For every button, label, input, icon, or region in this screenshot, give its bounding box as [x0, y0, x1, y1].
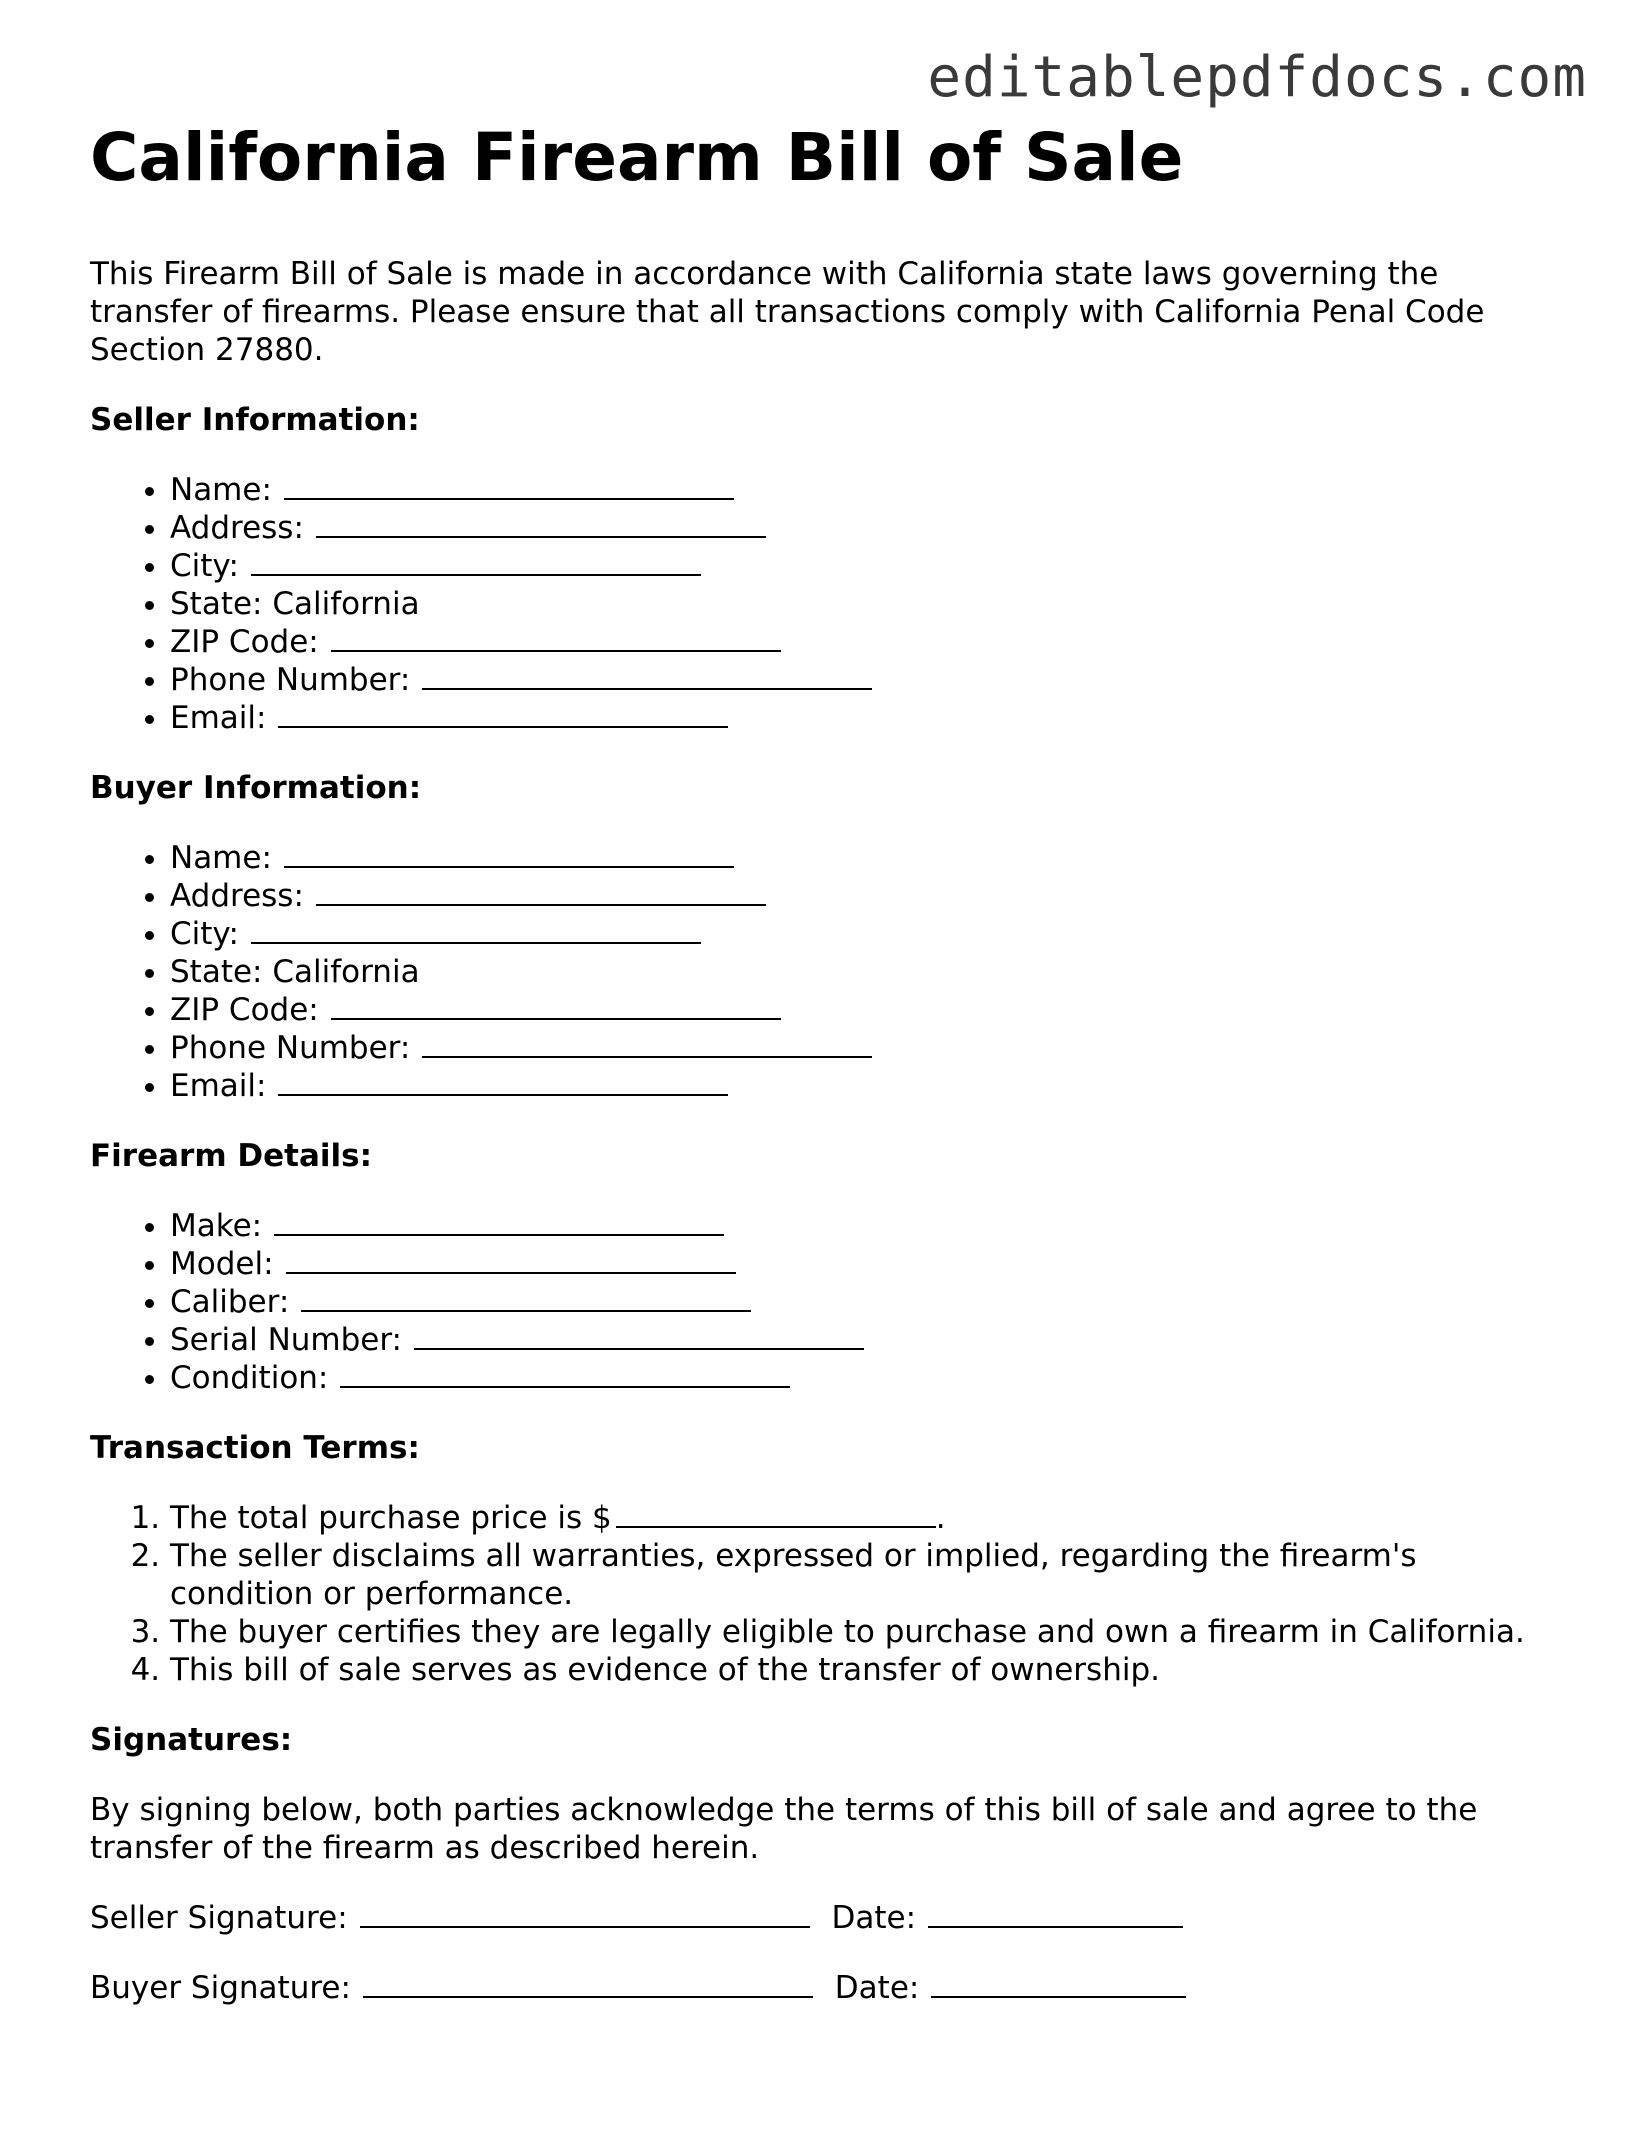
seller-city-item	[170, 547, 1560, 585]
price-suffix: .	[935, 1500, 946, 1537]
buyer-signature-line	[90, 1969, 1560, 2007]
buyer-address-field[interactable]	[316, 878, 766, 906]
firearm-condition-item	[170, 1359, 1560, 1397]
buyer-city-item	[170, 915, 1560, 953]
buyer-name-item	[170, 839, 1560, 877]
signatures-heading: Signatures:	[90, 1722, 293, 1759]
seller-state-item	[170, 585, 1560, 623]
buyer-signature-field[interactable]	[363, 1970, 813, 1998]
price-field[interactable]	[616, 1500, 936, 1528]
buyer-phone-item	[170, 1029, 1560, 1067]
seller-phone-item	[170, 661, 1560, 699]
price-prefix: The total purchase price is $	[170, 1500, 612, 1537]
buyer-state-text: State: California	[170, 954, 420, 991]
firearm-serial-label: Serial Number:	[170, 1322, 403, 1359]
buyer-zip-field[interactable]	[331, 992, 781, 1020]
seller-address-item	[170, 509, 1560, 547]
buyer-state-item	[170, 953, 1560, 991]
buyer-address-label: Address:	[170, 878, 304, 915]
document-page	[90, 118, 1560, 2007]
firearm-serial-item	[170, 1321, 1560, 1359]
buyer-date-label: Date:	[834, 1970, 920, 2007]
seller-address-field[interactable]	[316, 510, 766, 538]
buyer-heading: Buyer Information:	[90, 770, 422, 807]
terms-item-warranty: 2. The seller disclaims all warranties, expressed or implied, regarding the firearm's condition or performance.	[170, 1537, 1560, 1613]
firearm-model-item	[170, 1245, 1560, 1283]
seller-name-item	[170, 471, 1560, 509]
buyer-zip-item	[170, 991, 1560, 1029]
buyer-name-field[interactable]	[284, 840, 734, 868]
firearm-condition-field[interactable]	[340, 1360, 790, 1388]
acknowledgement-paragraph: By signing below, both parties acknowledge the terms of this bill of sale and agree to the transfer of the firearm as described herein.	[90, 1792, 1478, 1867]
seller-signature-line	[90, 1899, 1560, 1937]
seller-date-label: Date:	[831, 1900, 917, 1937]
buyer-info-list	[90, 839, 1560, 1105]
buyer-email-field[interactable]	[278, 1068, 728, 1096]
seller-email-label: Email:	[170, 700, 267, 737]
buyer-signature-label: Buyer Signature:	[90, 1970, 351, 2007]
terms-list	[90, 1499, 1560, 1689]
seller-signature-label: Seller Signature:	[90, 1900, 348, 1937]
watermark: editablepdfdocs.com	[927, 45, 1587, 110]
seller-phone-label: Phone Number:	[170, 662, 411, 699]
terms-heading: Transaction Terms:	[90, 1430, 420, 1467]
firearm-heading: Firearm Details:	[90, 1138, 373, 1175]
firearm-caliber-label: Caliber:	[170, 1284, 290, 1321]
seller-zip-item	[170, 623, 1560, 661]
seller-name-label: Name:	[170, 472, 272, 509]
seller-date-field[interactable]	[928, 1900, 1183, 1928]
firearm-condition-label: Condition:	[170, 1360, 329, 1397]
firearm-model-field[interactable]	[286, 1246, 736, 1274]
intro-paragraph: This Firearm Bill of Sale is made in accordance with California state laws governing the transfer of firearms. Please ensure that all transactions comply with California Penal Code Section 27880.	[90, 256, 1485, 369]
terms-item-eligibility: 3. The buyer certifies they are legally eligible to purchase and own a firearm in California.	[170, 1613, 1560, 1651]
firearm-make-item	[170, 1207, 1560, 1245]
seller-zip-field[interactable]	[331, 624, 781, 652]
buyer-phone-field[interactable]	[422, 1030, 872, 1058]
buyer-address-item	[170, 877, 1560, 915]
firearm-caliber-field[interactable]	[301, 1284, 751, 1312]
buyer-date-field[interactable]	[931, 1970, 1186, 1998]
firearm-details-list	[90, 1207, 1560, 1397]
firearm-make-label: Make:	[170, 1208, 263, 1245]
buyer-email-item	[170, 1067, 1560, 1105]
seller-email-item	[170, 699, 1560, 737]
buyer-zip-label: ZIP Code:	[170, 992, 319, 1029]
seller-city-label: City:	[170, 548, 239, 585]
seller-address-label: Address:	[170, 510, 304, 547]
seller-email-field[interactable]	[278, 700, 728, 728]
buyer-city-label: City:	[170, 916, 239, 953]
terms-item-ownership: 4. This bill of sale serves as evidence of the transfer of ownership.	[170, 1651, 1560, 1689]
page-title: California Firearm Bill of Sale	[90, 119, 1184, 196]
seller-zip-label: ZIP Code:	[170, 624, 319, 661]
firearm-make-field[interactable]	[274, 1208, 724, 1236]
buyer-name-label: Name:	[170, 840, 272, 877]
firearm-model-label: Model:	[170, 1246, 274, 1283]
seller-phone-field[interactable]	[422, 662, 872, 690]
seller-city-field[interactable]	[251, 548, 701, 576]
seller-name-field[interactable]	[284, 472, 734, 500]
terms-item-price	[170, 1499, 1560, 1537]
seller-signature-field[interactable]	[360, 1900, 810, 1928]
seller-state-text: State: California	[170, 586, 420, 623]
buyer-phone-label: Phone Number:	[170, 1030, 411, 1067]
firearm-serial-field[interactable]	[414, 1322, 864, 1350]
seller-heading: Seller Information:	[90, 402, 420, 439]
buyer-email-label: Email:	[170, 1068, 267, 1105]
buyer-city-field[interactable]	[251, 916, 701, 944]
firearm-caliber-item	[170, 1283, 1560, 1321]
seller-info-list	[90, 471, 1560, 737]
